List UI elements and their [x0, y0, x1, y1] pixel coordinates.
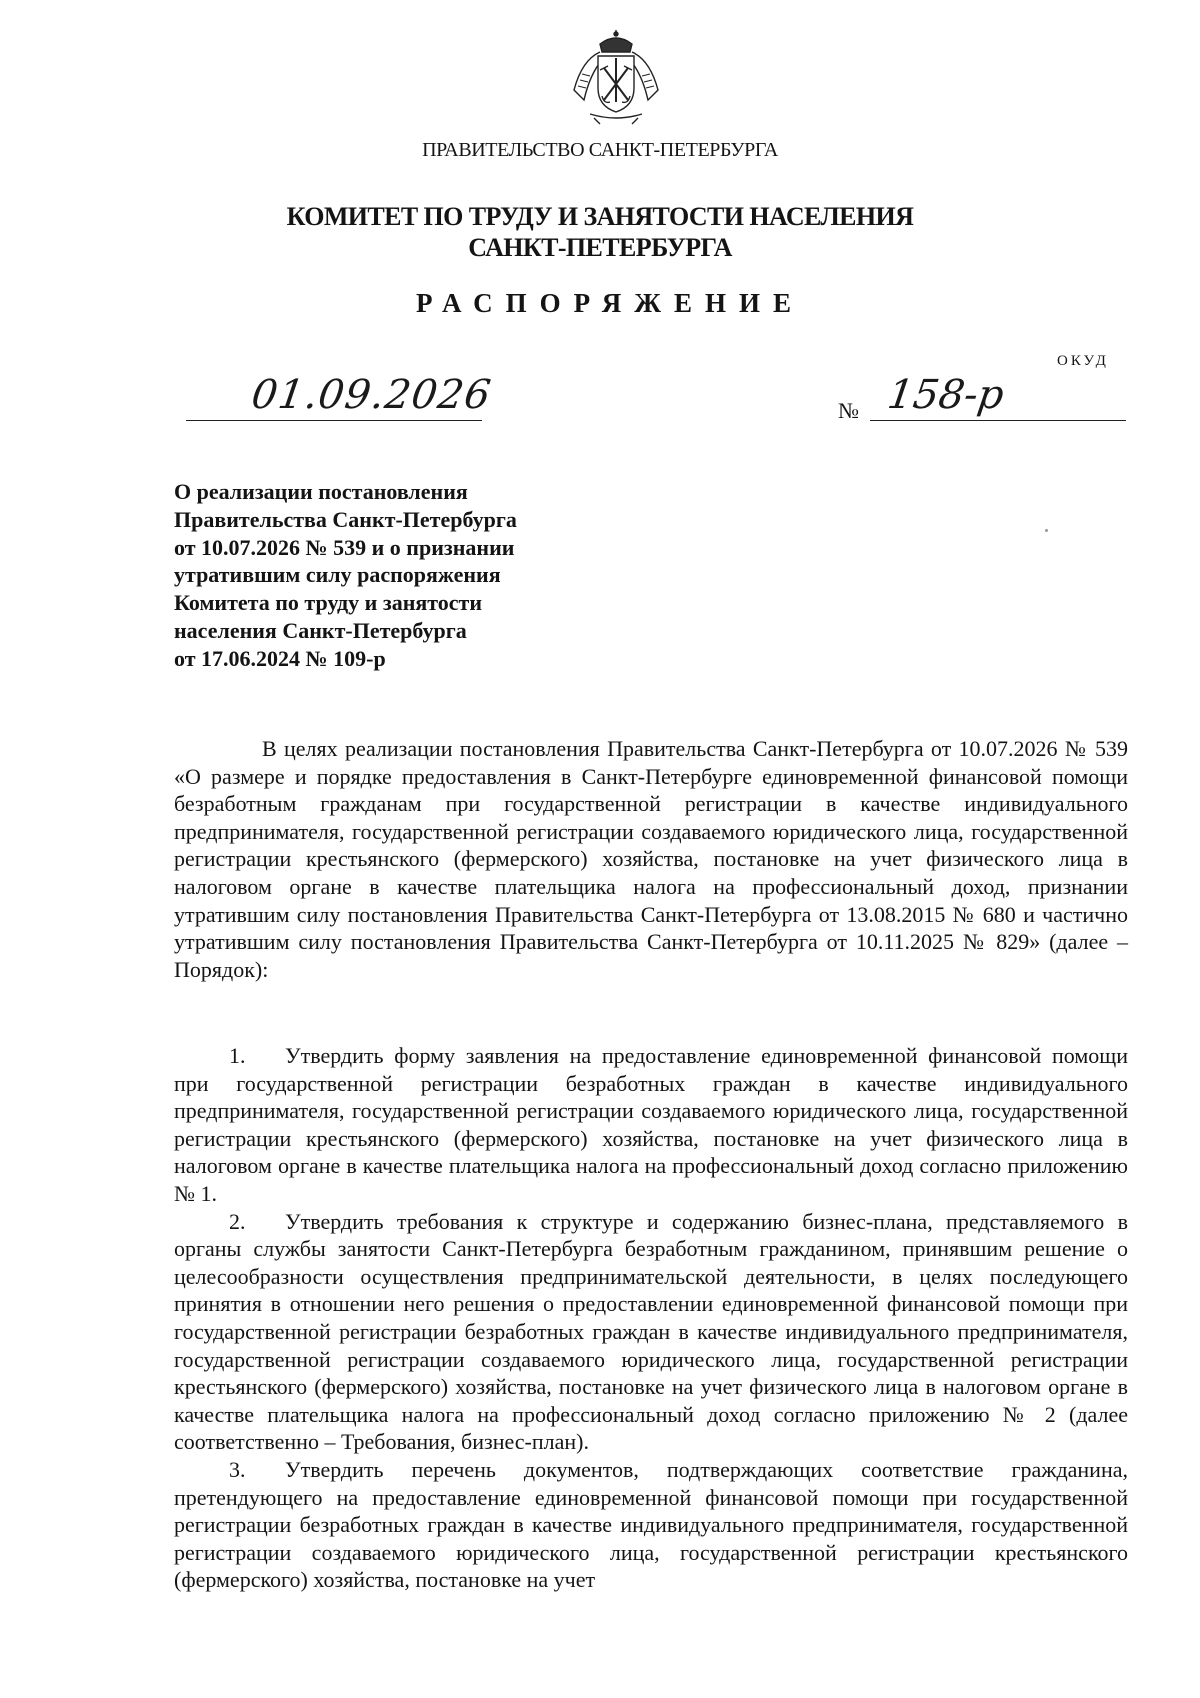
handwritten-date: 01.09.2026 [248, 372, 495, 418]
scan-speck [1045, 529, 1048, 532]
item-number: 2. [229, 1208, 246, 1234]
committee-name [0, 201, 1200, 263]
item-number: 1. [229, 1043, 246, 1068]
government-name: ПРАВИТЕЛЬСТВО САНКТ-ПЕТЕРБУРГА [422, 139, 778, 161]
item-text: Утвердить перечень документов, подтверждающих соответствие гражданина, претендующего на предоставление единовременной финансовой помощи при государственной регистрации безработных граждан в качестве индивидуального предпринимателя, государственной регистрации создаваемого юридического лица, государственной регистрации крестьянского (фермерского) хозяйства, постановке на учет [174, 1456, 1128, 1593]
item-text: Утвердить форму заявления на предоставление единовременной финансовой помощи при государственной регистрации безработных граждан в качестве индивидуального предпринимателя, государственной регистрации создаваемого юридического лица, государственной регистрации крестьянского (фермерского) хозяйства, постановке на учет физического лица в налоговом органе в качестве плательщика налога на профессиональный доход согласно приложению № 1. [174, 1043, 1128, 1206]
order-item [174, 1456, 1128, 1594]
item-text: Утвердить требования к структуре и содержанию бизнес-плана, представляемого в органы службы занятости Санкт-Петербурга безработным гражданином, принявшим решение о целесообразности осуществления предпринимательской деятельности, в целях последующего принятия в отношении него решения о предоставлении единовременной финансовой помощи при государственной регистрации безработных граждан в качестве индивидуального предпринимателя, государственной регистрации создаваемого юридического лица, государственной регистрации крестьянского (фермерского) хозяйства, постановке на учет физического лица в налоговом органе в качестве плательщика налога на профессиональный доход согласно приложению № 2 (далее соответственно – Требования, бизнес-план). [174, 1208, 1128, 1455]
subject-line: Правительства Санкт-Петербурга [174, 506, 517, 532]
order-item [174, 1208, 1128, 1456]
preamble-paragraph: В целях реализации постановления Правительства Санкт-Петербурга от 10.07.2026 № 539 «О размере и порядке предоставления в Санкт-Петербурге единовременной финансовой помощи безработным гражданам при государственной регистрации в качестве индивидуального предпринимателя, государственной регистрации создаваемого юридического лица, государственной регистрации крестьянского (фермерского) хозяйства, постановке на учет физического лица в налоговом органе в качестве плательщика налога на профессиональный доход, признании утратившим силу постановления Правительства Санкт-Петербурга от 13.08.2015 № 680 и частично утратившим силу постановления Правительства Санкт-Петербурга от 10.11.2025 № 829» (далее – Порядок): [174, 736, 1128, 982]
subject-line: населения Санкт-Петербурга [174, 617, 467, 643]
date-underline [186, 420, 482, 421]
coat-of-arms-emblem [560, 30, 672, 126]
subject-line: О реализации постановления [174, 479, 468, 504]
item-number: 3. [229, 1456, 246, 1482]
order-item [174, 1042, 1128, 1208]
document-subject [174, 478, 517, 673]
order-items [174, 1042, 1128, 1594]
document-type: РАСПОРЯЖЕНИЕ [415, 288, 805, 318]
number-underline [870, 420, 1126, 421]
subject-line: от 17.06.2024 № 109-р [174, 645, 386, 671]
committee-name-line-1: КОМИТЕТ ПО ТРУДУ И ЗАНЯТОСТИ НАСЕЛЕНИЯ [286, 202, 914, 231]
subject-line: Комитета по труду и занятости [174, 590, 483, 616]
handwritten-number: 158-р [884, 372, 1007, 418]
subject-line: от 10.07.2026 № 539 и о признании [174, 534, 515, 560]
subject-line: утратившим силу распоряжения [174, 562, 501, 588]
number-sign: № [838, 398, 859, 423]
okud-label: ОКУД [1057, 353, 1109, 369]
committee-name-line-2: САНКТ-ПЕТЕРБУРГА [468, 233, 732, 262]
